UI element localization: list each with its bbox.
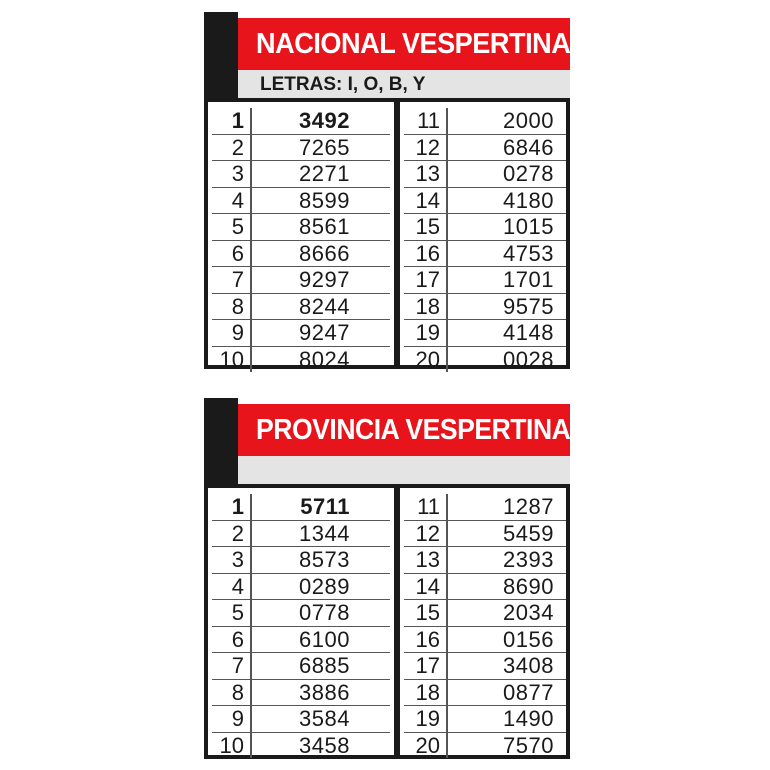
result-row [212, 733, 390, 759]
result-row [404, 347, 566, 373]
position-label: 13 [404, 547, 448, 573]
results-table [204, 484, 570, 759]
panel-title: NACIONAL VESPERTINA [238, 18, 570, 70]
result-row [404, 574, 566, 601]
result-row [212, 108, 390, 135]
drawn-number: 5711 [300, 494, 350, 520]
drawn-number: 5459 [503, 520, 554, 546]
drawn-number: 9575 [503, 293, 554, 319]
drawn-number: 3584 [299, 706, 350, 732]
position-label: 4 [212, 574, 252, 600]
position-label: 8 [212, 680, 252, 706]
results-panel-provincia [200, 398, 570, 759]
result-row [404, 733, 566, 759]
result-row [212, 521, 390, 548]
results-column-right [404, 108, 566, 372]
drawn-number: 0778 [299, 600, 350, 626]
drawn-number: 8666 [299, 240, 350, 266]
results-panel-nacional [200, 12, 570, 372]
result-row [404, 320, 566, 347]
result-row [212, 135, 390, 162]
results-column-left [212, 108, 390, 372]
drawn-number: 0877 [503, 679, 554, 705]
result-row [404, 706, 566, 733]
position-label: 7 [212, 653, 252, 679]
result-row [212, 161, 390, 188]
header-black-block [204, 12, 238, 98]
position-label: 13 [404, 161, 448, 187]
position-label: 16 [404, 627, 448, 653]
position-label: 19 [404, 706, 448, 732]
drawn-number: 0289 [299, 573, 350, 599]
position-label: 8 [212, 294, 252, 320]
position-label: 19 [404, 320, 448, 346]
position-label: 1 [212, 108, 252, 134]
position-label: 10 [212, 347, 252, 373]
result-row [212, 600, 390, 627]
panel-subtitle: LETRAS: I, O, B, Y [238, 70, 570, 98]
drawn-number: 0278 [503, 161, 554, 187]
result-row [404, 653, 566, 680]
position-label: 14 [404, 188, 448, 214]
drawn-number: 7570 [503, 732, 554, 758]
column-divider [394, 488, 400, 755]
position-label: 3 [212, 161, 252, 187]
column-divider [394, 102, 400, 365]
result-row [212, 706, 390, 733]
position-label: 18 [404, 294, 448, 320]
drawn-number: 8024 [299, 346, 350, 372]
position-label: 15 [404, 600, 448, 626]
drawn-number: 4180 [503, 187, 554, 213]
result-row [212, 627, 390, 654]
drawn-number: 1701 [503, 267, 554, 293]
drawn-number: 1015 [503, 214, 554, 240]
result-row [404, 135, 566, 162]
result-row [404, 494, 566, 521]
position-label: 5 [212, 600, 252, 626]
position-label: 18 [404, 680, 448, 706]
results-column-right [404, 494, 566, 758]
position-label: 12 [404, 521, 448, 547]
results-column-left [212, 494, 390, 758]
result-row [212, 494, 390, 521]
result-row [404, 267, 566, 294]
result-row [212, 267, 390, 294]
result-row [212, 680, 390, 707]
result-row [212, 294, 390, 321]
drawn-number: 3408 [503, 653, 554, 679]
result-row [212, 574, 390, 601]
result-row [212, 214, 390, 241]
position-label: 10 [212, 733, 252, 759]
result-row [404, 600, 566, 627]
position-label: 11 [404, 494, 448, 520]
drawn-number: 2034 [503, 600, 554, 626]
panel-header [200, 398, 570, 484]
drawn-number: 8599 [299, 187, 350, 213]
position-label: 7 [212, 267, 252, 293]
drawn-number: 9247 [299, 320, 350, 346]
position-label: 4 [212, 188, 252, 214]
position-label: 16 [404, 241, 448, 267]
result-row [404, 214, 566, 241]
drawn-number: 4753 [503, 240, 554, 266]
drawn-number: 2393 [503, 547, 554, 573]
position-label: 6 [212, 241, 252, 267]
result-row [212, 547, 390, 574]
drawn-number: 8690 [503, 573, 554, 599]
result-row [404, 188, 566, 215]
drawn-number: 1287 [503, 494, 554, 520]
drawn-number: 7265 [299, 134, 350, 160]
results-table [204, 98, 570, 372]
drawn-number: 2000 [503, 108, 554, 134]
drawn-number: 8573 [299, 547, 350, 573]
drawn-number: 6100 [299, 626, 350, 652]
result-row [404, 108, 566, 135]
drawn-number: 0156 [503, 626, 554, 652]
panel-header [200, 12, 570, 98]
result-row [404, 627, 566, 654]
position-label: 2 [212, 135, 252, 161]
position-label: 6 [212, 627, 252, 653]
result-row [212, 241, 390, 268]
position-label: 1 [212, 494, 252, 520]
drawn-number: 8244 [299, 293, 350, 319]
result-row [404, 547, 566, 574]
drawn-number: 1490 [503, 706, 554, 732]
result-row [212, 653, 390, 680]
result-row [212, 188, 390, 215]
result-row [404, 680, 566, 707]
result-row [404, 161, 566, 188]
result-row [404, 521, 566, 548]
position-label: 3 [212, 547, 252, 573]
drawn-number: 9297 [299, 267, 350, 293]
panel-title: PROVINCIA VESPERTINA [238, 404, 570, 456]
header-black-block [204, 398, 238, 484]
position-label: 20 [404, 347, 448, 373]
drawn-number: 4148 [503, 320, 554, 346]
position-label: 9 [212, 706, 252, 732]
position-label: 11 [404, 108, 448, 134]
drawn-number: 3458 [299, 732, 350, 758]
result-row [212, 320, 390, 347]
position-label: 20 [404, 733, 448, 759]
drawn-number: 2271 [299, 161, 350, 187]
position-label: 17 [404, 653, 448, 679]
position-label: 2 [212, 521, 252, 547]
drawn-number: 0028 [503, 346, 554, 372]
position-label: 9 [212, 320, 252, 346]
result-row [404, 241, 566, 268]
panel-subtitle [238, 456, 570, 484]
result-row [404, 294, 566, 321]
drawn-number: 6885 [299, 653, 350, 679]
position-label: 5 [212, 214, 252, 240]
drawn-number: 3886 [299, 679, 350, 705]
drawn-number: 1344 [299, 520, 350, 546]
drawn-number: 6846 [503, 134, 554, 160]
drawn-number: 3492 [299, 108, 350, 134]
position-label: 14 [404, 574, 448, 600]
position-label: 15 [404, 214, 448, 240]
position-label: 12 [404, 135, 448, 161]
position-label: 17 [404, 267, 448, 293]
drawn-number: 8561 [299, 214, 350, 240]
result-row [212, 347, 390, 373]
